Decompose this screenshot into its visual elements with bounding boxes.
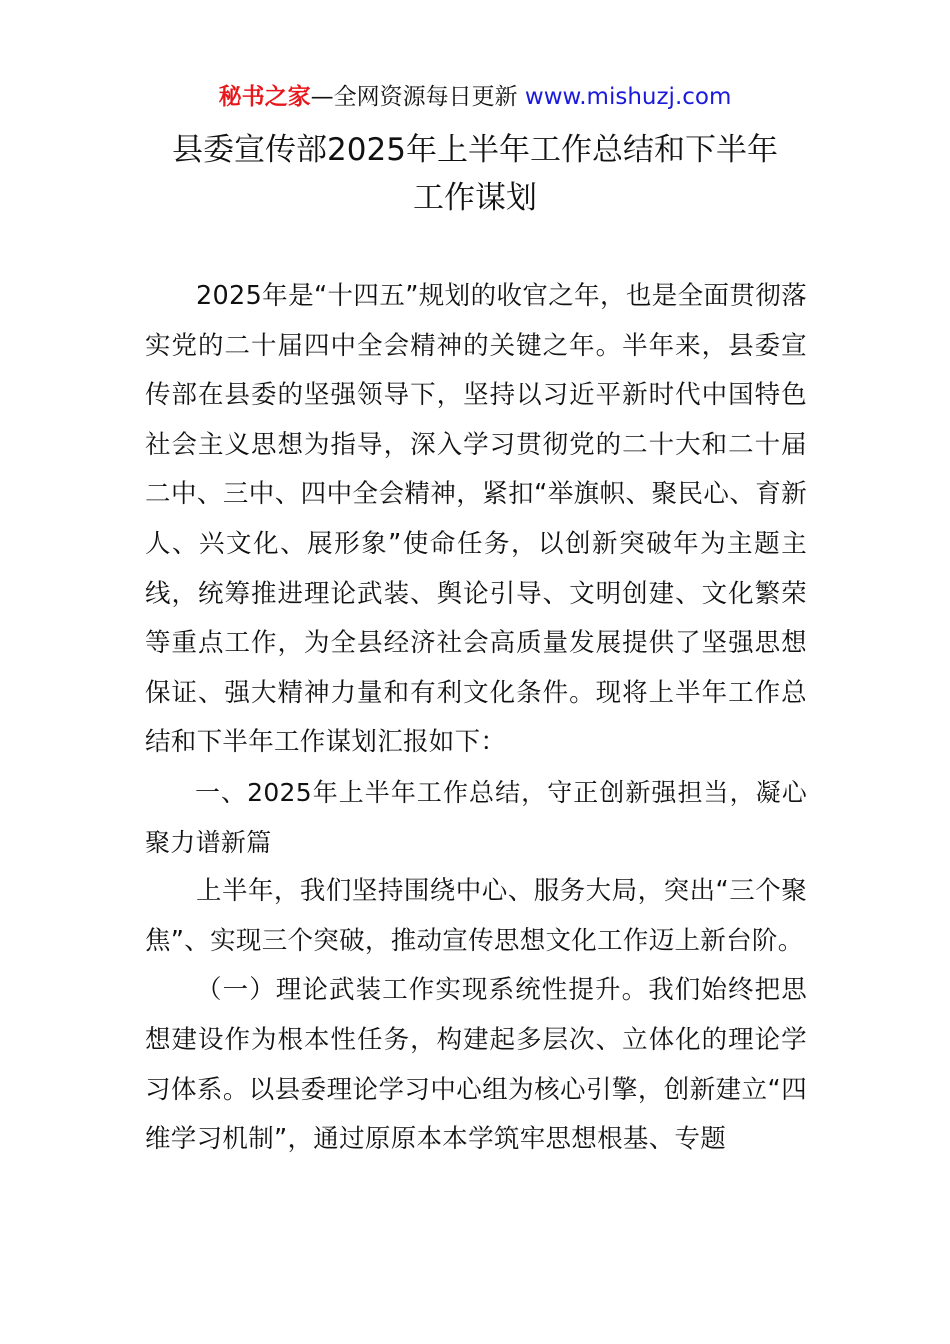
site-url-link[interactable]: www.mishuzj.com <box>524 84 732 110</box>
title-line-2: 工作谋划 <box>413 180 537 216</box>
section-heading: 一、2025年上半年工作总结，守正创新强担当，凝心聚力谱新篇 <box>145 777 807 857</box>
site-brand: 秘书之家 <box>218 84 311 110</box>
title-line-1: 县委宣传部2025年上半年工作总结和下半年 <box>172 132 778 168</box>
document-title <box>120 126 830 222</box>
site-header <box>0 80 950 114</box>
intro-paragraph: 2025年是“十四五”规划的收官之年，也是全面贯彻落实党的二十届四中全会精神的关键之年。半年来，县委宣传部在县委的坚强领导下，坚持以习近平新时代中国特色社会主义思想为指导，深入学习贯彻党的二十大和二十届二中、三中、四中全会精神，紧扣“举旗帜、聚民心、育新人、兴文化、展形象”使命任务，以创新突破年为主题主线，统筹推进理论武装、舆论引导、文明创建、文化繁荣等重点工作，为全县经济社会高质量发展提供了坚强思想保证、强大精神力量和有利文化条件。现将上半年工作总结和下半年工作谋划汇报如下： <box>145 281 807 758</box>
document-body <box>145 272 807 1165</box>
site-tagline: —全网资源每日更新 <box>310 84 525 110</box>
subsection-paragraph: （一）理论武装工作实现系统性提升。我们始终把思想建设作为根本性任务，构建起多层次、立体化的理论学习体系。以县委理论学习中心组为核心引擎，创新建立“四维学习机制”，通过原原本本学筑牢思想根基、专题 <box>145 975 807 1155</box>
summary-paragraph: 上半年，我们坚持围绕中心、服务大局，突出“三个聚焦”、实现三个突破，推动宣传思想文化工作迈上新台阶。 <box>145 876 807 956</box>
